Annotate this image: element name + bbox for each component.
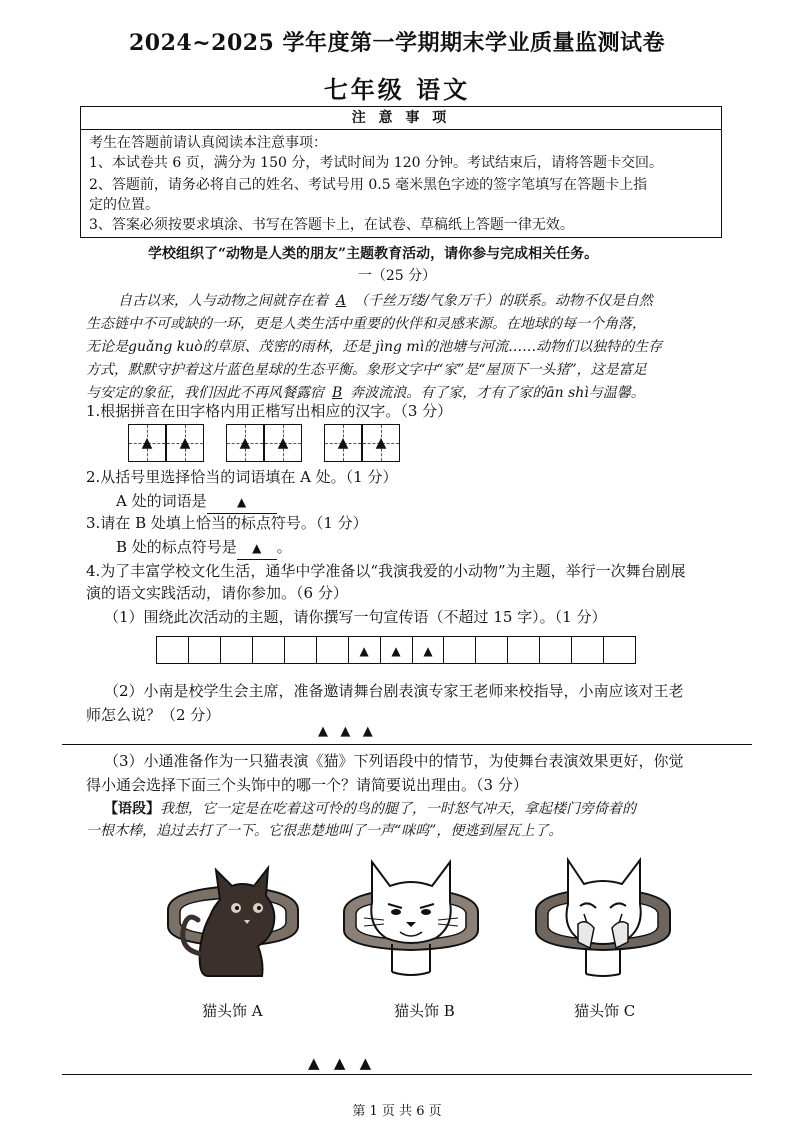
grid-cell[interactable]: [604, 637, 635, 663]
grid-cell[interactable]: [413, 637, 445, 663]
question-4-sub2-line: 师怎么说？（2 分）: [86, 706, 221, 724]
answer-blank[interactable]: ▲: [207, 491, 277, 514]
exam-subtitle: 七年级 语文: [323, 75, 471, 104]
answer-mark: ▲: [375, 435, 387, 451]
question-3: 3.请在 B 处填上恰当的标点符号。（1 分）: [86, 514, 368, 532]
activity-intro: 学校组织了“动物是人类的朋友”主题教育活动，请你参与完成相关任务。: [148, 246, 599, 262]
notice-heading: 注 意 事 项: [81, 107, 721, 130]
answer-line[interactable]: [62, 744, 752, 745]
blank-a: A: [336, 293, 347, 309]
blank-b: B: [332, 385, 343, 401]
caption-b: 猫头饰 B: [394, 1002, 455, 1020]
answer-label: B 处的标点符号是: [116, 538, 237, 556]
answer-mark-row: ▲ ▲ ▲: [308, 1054, 372, 1072]
grid-cell[interactable]: [540, 637, 572, 663]
excerpt-tag: 【语段】: [104, 801, 160, 817]
tian-grid-box[interactable]: [166, 424, 204, 462]
question-3-answer: B 处的标点符号是 ▲ 。: [116, 536, 292, 560]
answer-blank[interactable]: ▲: [237, 537, 277, 560]
notice-line: 1、本试卷共 6 页，满分为 150 分，考试时间为 120 分钟。考试结束后，请将答题卡交回。: [89, 155, 663, 171]
question-4-sub2-line: （2）小南是校学生会主席，准备邀请舞台剧表演专家王老师来校指导，小南应该对王老: [104, 682, 684, 700]
tian-grid-box[interactable]: [264, 424, 302, 462]
section-heading: 一（25 分）: [357, 268, 437, 284]
grid-cell[interactable]: [381, 637, 413, 663]
grid-cell[interactable]: [444, 637, 476, 663]
notice-line: 2、答题前，请务必将自己的姓名、考试号用 0.5 毫米黑色字迹的签字笔填写在答题卡上指: [89, 177, 648, 193]
answer-line[interactable]: [62, 1074, 752, 1075]
question-4-sub1: （1）围绕此次活动的主题，请你撰写一句宣传语（不超过 15 字）。（1 分）: [104, 608, 607, 626]
cat-headdress-a-image: [158, 850, 308, 980]
grid-cell[interactable]: [189, 637, 221, 663]
answer-label: A 处的词语是: [116, 492, 207, 510]
grid-cell[interactable]: [508, 637, 540, 663]
passage-text: （千丝万缕/气象万千）的联系。动物不仅是自然: [354, 293, 653, 309]
passage-text: 与安定的象征，我们因此不再风餐露宿: [86, 385, 324, 401]
passage-text: 自古以来，人与动物之间就存在着: [118, 293, 328, 309]
answer-mark: ▲: [391, 644, 401, 659]
answer-mark: ▲: [179, 435, 191, 451]
page-footer: 第 1 页 共 6 页: [352, 1104, 442, 1119]
answer-mark: ▲: [359, 644, 369, 659]
passage-line: 方式，默默守护着这片蓝色星球的生态平衡。象形文字中“家”是“屋顶下一头猪”，这是富足: [86, 362, 647, 378]
question-4-sub3-line: （3）小通准备作为一只猫表演《猫》下列语段中的情节，为使舞台表演效果更好，你觉: [104, 752, 684, 770]
grid-cell[interactable]: [317, 637, 349, 663]
notice-line: 定的位置。: [89, 197, 159, 213]
tian-grid-box[interactable]: [362, 424, 400, 462]
notice-line: 考生在答题前请认真阅读本注意事项：: [89, 135, 327, 151]
caption-c: 猫头饰 C: [574, 1002, 636, 1020]
exam-title: 2024~2025 学年度第一学期期末学业质量监测试卷: [128, 30, 666, 56]
question-4-line: 4.为了丰富学校文化生活，通华中学准备以“我演我爱的小动物”为主题，举行一次舞台剧展: [86, 562, 686, 580]
notice-box: [80, 106, 722, 238]
tian-grid-box[interactable]: [226, 424, 264, 462]
grid-cell[interactable]: [572, 637, 604, 663]
question-4-sub3-line: 得小通会选择下面三个头饰中的哪一个？请简要说出理由。（3 分）: [86, 776, 528, 794]
cat-headdress-b-image: [336, 852, 486, 980]
answer-mark: ▲: [277, 435, 289, 451]
excerpt-line: [104, 798, 636, 820]
question-2: 2.从括号里选择恰当的词语填在 A 处。（1 分）: [86, 468, 398, 486]
passage-text: 奔波流浪。有了家，才有了家的ān shì与温馨。: [350, 385, 645, 401]
answer-mark: ▲: [337, 435, 349, 451]
tian-grid-box[interactable]: [128, 424, 166, 462]
passage-line: 无论是guǎng kuò的草原、茂密的雨林，还是 jìng mì的池塘与河流……动物们以独特的生存: [86, 339, 663, 355]
excerpt-line: 一根木棒，追过去打了一下。它很悲楚地叫了一声“咪呜”，便逃到屋瓦上了。: [86, 823, 563, 839]
grid-cell[interactable]: [476, 637, 508, 663]
answer-mark: ▲: [141, 435, 153, 451]
grid-cell[interactable]: [157, 637, 189, 663]
grid-cell[interactable]: [349, 637, 381, 663]
grid-cell[interactable]: [221, 637, 253, 663]
notice-line: 3、答案必须按要求填涂、书写在答题卡上，在试卷、草稿纸上答题一律无效。: [89, 217, 574, 233]
answer-mark: ▲: [239, 435, 251, 451]
question-2-answer: [116, 490, 277, 514]
slogan-grid[interactable]: [156, 636, 636, 664]
grid-cell[interactable]: [253, 637, 285, 663]
cat-headdress-c-image: [528, 852, 678, 980]
answer-mark-row: ▲ ▲ ▲: [318, 724, 373, 739]
passage-line: 生态链中不可或缺的一环，更是人类生活中重要的伙伴和灵感来源。在地球的每一个角落，: [86, 316, 646, 332]
caption-a: 猫头饰 A: [202, 1002, 263, 1020]
question-4-line: 演的语文实践活动，请你参加。（6 分）: [86, 584, 348, 602]
grid-cell[interactable]: [285, 637, 317, 663]
answer-mark: ▲: [423, 644, 433, 659]
tian-grid-box[interactable]: [324, 424, 362, 462]
question-1: 1.根据拼音在田字格内用正楷写出相应的汉字。（3 分）: [86, 402, 453, 420]
passage-line: [118, 290, 653, 312]
excerpt-text: 我想，它一定是在吃着这可怜的鸟的腿了，一时怒气冲天，拿起楼门旁倚着的: [160, 801, 636, 817]
